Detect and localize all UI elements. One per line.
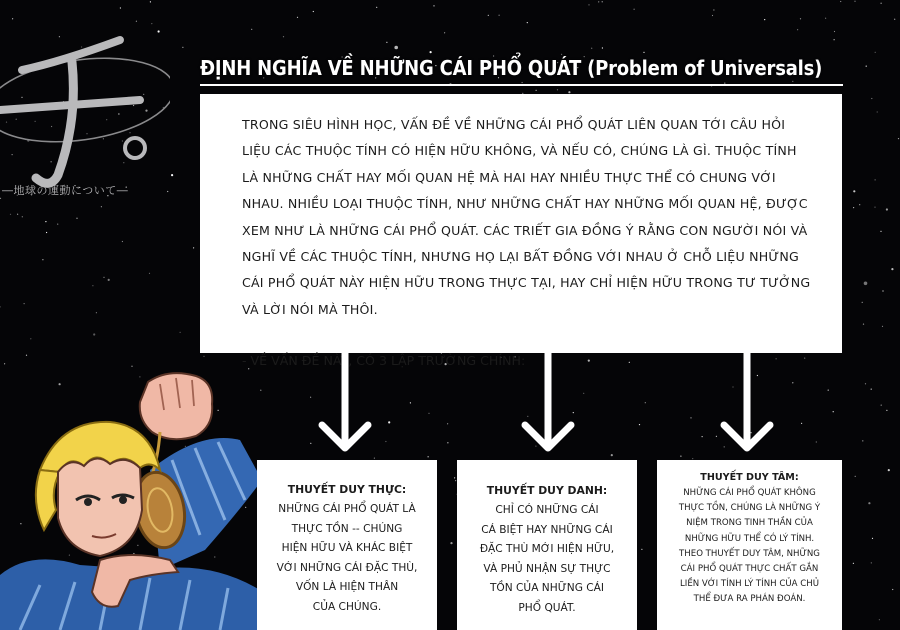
star: [881, 3, 882, 4]
star: [875, 179, 876, 180]
star: [103, 277, 104, 278]
star: [93, 333, 95, 335]
star: [76, 218, 77, 219]
star: [602, 47, 603, 48]
manga-logo: [0, 0, 170, 210]
star: [26, 355, 27, 356]
manga-subtitle: ―地球の運動について―: [2, 184, 129, 197]
star: [171, 174, 173, 176]
star: [634, 9, 635, 10]
star: [17, 214, 18, 215]
star: [193, 247, 194, 248]
arrow-middle: [525, 353, 571, 448]
star: [30, 338, 31, 339]
theory-body-idealism: NHỮNG CÁI PHỔ QUÁT KHÔNG THỰC TỒN, CHÚNG LÀ NHỮNG Ý NIỆM TRONG TINH THẦN CỦA NHỮNG HỮU THỂ CÓ LÝ TÍNH. THEO THUYẾT DUY TÂM, NHỮNG CÁI PHỔ QUÁT THỰC CHẤT GẮN LIỀN VỚI TÍNH LÝ TÍNH CỦA CHỦ THỂ ĐƯA RA PHÁN ĐOÁN.: [678, 488, 821, 605]
star: [149, 273, 150, 274]
star: [394, 46, 398, 50]
star: [22, 216, 23, 217]
star: [882, 290, 883, 291]
star: [641, 549, 642, 550]
arrow-left: [322, 353, 368, 448]
star: [376, 7, 377, 8]
star: [875, 52, 876, 53]
star: [834, 39, 835, 40]
star: [433, 5, 434, 6]
star: [643, 52, 644, 53]
star: [450, 542, 452, 544]
star: [898, 138, 899, 139]
star: [888, 469, 890, 471]
star: [522, 82, 523, 83]
star: [46, 232, 47, 233]
star: [891, 268, 893, 270]
theory-title-realism: THUYẾT DUY THỰC:: [287, 483, 407, 496]
star: [880, 231, 881, 232]
star: [527, 22, 528, 23]
star: [853, 190, 855, 192]
star: [10, 214, 11, 215]
theory-box-nominalism: [457, 460, 637, 630]
star: [122, 241, 123, 242]
star: [854, 1, 855, 2]
theory-body-nominalism: CHỈ CÓ NHỮNG CÁI CÁ BIỆT HAY NHỮNG CÁI ĐẶC THÙ MỚI HIỆN HỮU, VÀ PHỦ NHẬN SỰ THỰC TỒN CỦA NHỮNG CÁI PHỔ QUÁT.: [479, 504, 615, 614]
star: [386, 42, 387, 43]
star: [801, 423, 802, 424]
star: [444, 32, 445, 33]
star: [871, 389, 872, 390]
star: [430, 51, 432, 53]
star: [598, 1, 599, 2]
star: [800, 18, 801, 19]
star: [871, 98, 872, 99]
star: [825, 18, 826, 19]
star: [871, 562, 872, 563]
star: [568, 91, 570, 93]
star: [182, 47, 183, 48]
star: [0, 306, 1, 307]
star: [57, 224, 58, 225]
star: [816, 441, 817, 442]
star: [92, 285, 93, 286]
star: [797, 29, 798, 30]
star: [886, 410, 887, 411]
star: [488, 15, 489, 16]
star: [868, 502, 870, 504]
star: [203, 356, 204, 357]
star: [454, 477, 455, 478]
star: [862, 440, 863, 441]
star: [881, 405, 882, 406]
star: [764, 19, 765, 20]
star: [879, 619, 880, 620]
star: [588, 4, 589, 5]
star: [557, 89, 558, 90]
star: [882, 326, 883, 327]
star: [591, 48, 592, 49]
star: [864, 282, 868, 286]
star: [108, 279, 110, 281]
star: [855, 476, 856, 477]
star: [24, 303, 25, 304]
character-illustration: [0, 360, 290, 630]
star: [96, 312, 97, 313]
star: [862, 302, 863, 303]
star: [872, 538, 873, 539]
star: [834, 31, 835, 32]
star: [866, 66, 867, 67]
star: [892, 589, 893, 590]
definition-paragraph: TRONG SIÊU HÌNH HỌC, VẤN ĐỀ VỀ NHỮNG CÁI PHỔ QUÁT LIÊN QUAN TỚI CÂU HỎI LIỆU CÁC THUỘC TÍNH CÓ HIỆN HỮU KHÔNG, VÀ NẾU CÓ, CHÚNG LÀ GÌ. THUỘC TÍNH LÀ NHỮNG CHẤT HAY MỐI QUAN HỆ MÀ HAI HAY NHIỀU THỰC THỂ CÓ CHUNG VỚI NHAU. NHIỀU LOẠI THUỘC TÍNH, NHƯ NHỮNG CHẤT HAY NHỮNG MỐI QUAN HỆ, ĐƯỢC XEM NHƯ LÀ NHỮNG CÁI PHỔ QUÁT. CÁC TRIẾT GIA ĐỒNG Ý RẰNG CON NGƯỜI NÓI VÀ NGHĨ VỀ CÁC THUỘC TÍNH, NHƯNG HỌ LẠI BẤT ĐỒNG VỚI NHAU Ở CHỖ LIỆU NHỮNG CÁI PHỔ QUÁT NÀY HIỆN HỮU TRONG THỰC TẠI, HAY CHỈ HIỆN HỮU TRONG TƯ TƯỞNG VÀ LỜI NÓI MÀ THÔI.: [242, 117, 811, 317]
star: [865, 383, 866, 384]
star: [874, 207, 875, 208]
star: [863, 324, 864, 325]
theory-title-nominalism: THUYẾT DUY DANH:: [486, 484, 608, 497]
arrow-right: [724, 353, 770, 448]
star: [602, 1, 603, 2]
theory-body-realism: NHỮNG CÁI PHỔ QUÁT LÀ THỰC TỒN -- CHÚNG HIỆN HỮU VÀ KHÁC BIỆT VỚI NHỮNG CÁI ĐẶC THÙ, VỐN LÀ HIỆN THÂN CỦA CHÚNG.: [276, 503, 418, 613]
positions-intro: - VỀ VẤN ĐỀ NÀY, CÓ 3 LẬP TRƯỜNG CHÍNH:: [242, 353, 526, 369]
star: [536, 90, 537, 91]
star: [499, 15, 500, 16]
star: [180, 332, 181, 333]
theory-box-idealism: [657, 460, 842, 630]
star: [313, 11, 314, 12]
star: [712, 15, 713, 16]
theory-title-idealism: THUYẾT DUY TÂM:: [700, 472, 799, 483]
star: [251, 29, 252, 30]
page-title: ĐỊNH NGHĨA VỀ NHỮNG CÁI PHỔ QUÁT (Problem of Universals): [200, 56, 823, 80]
star: [877, 111, 878, 112]
star: [840, 1, 841, 2]
star: [859, 204, 860, 205]
star: [297, 17, 298, 18]
star: [853, 563, 854, 564]
definition-box: [200, 94, 842, 369]
star: [283, 36, 284, 37]
star: [894, 19, 895, 20]
star: [886, 208, 888, 210]
star: [833, 411, 834, 412]
theory-box-realism: [257, 460, 437, 630]
star: [713, 9, 714, 10]
title-underline: [200, 84, 843, 86]
star: [45, 221, 46, 222]
star: [828, 390, 829, 391]
flow-arrows: [300, 353, 800, 463]
star: [853, 207, 854, 208]
star: [42, 259, 43, 260]
